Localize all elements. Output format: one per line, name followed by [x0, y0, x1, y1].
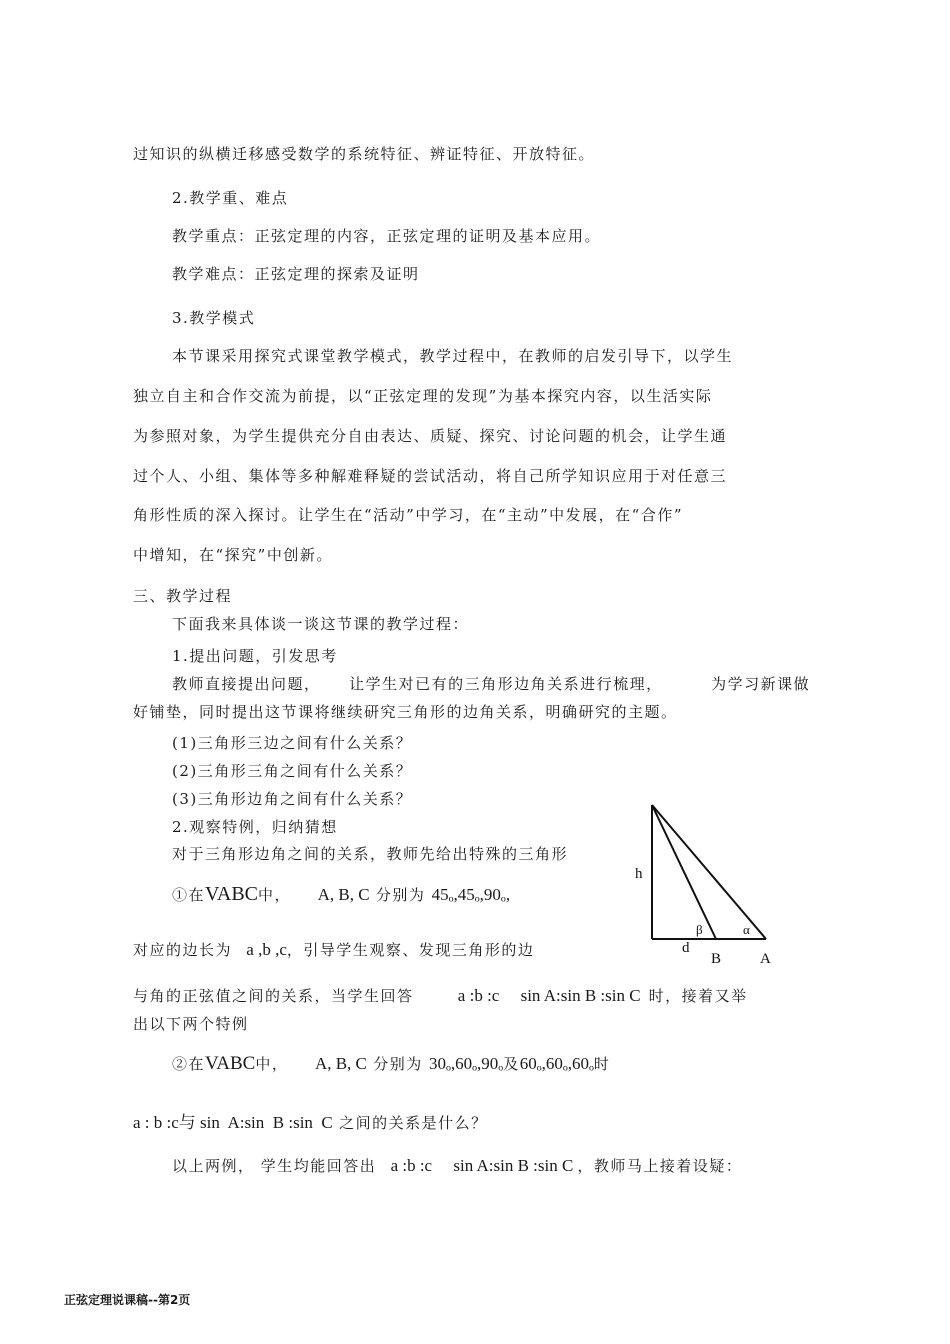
- paragraph-line: 教学难点：正弦定理的探索及证明: [172, 265, 420, 283]
- label-alpha: α: [743, 922, 750, 937]
- math-angles: A, B, C: [314, 1054, 367, 1073]
- paragraph-line: 下面我来具体谈一谈这节课的教学过程：: [172, 615, 470, 633]
- text-segment: 对应的边长为: [133, 941, 233, 959]
- paragraph-line: 对于三角形边角之间的关系，教师先给出特殊的三角形: [172, 845, 569, 863]
- paragraph-line: 中增知，在“探究”中创新。: [133, 546, 333, 564]
- text-segment: ①在: [172, 886, 206, 904]
- math-angles: A, B, C: [317, 885, 370, 904]
- label-d: d: [682, 940, 690, 956]
- triangle-figure: [620, 795, 790, 975]
- text-segment: 与角的正弦值之间的关系，当学生回答: [133, 987, 414, 1005]
- question-item: (2)三角形三角之间有什么关系？: [172, 762, 413, 780]
- math-expression: a :b :c sin A:sin B :sin C: [390, 1156, 574, 1175]
- paragraph-line: [133, 940, 534, 960]
- math-triangle: VABC: [205, 883, 259, 905]
- text-segment: ②在: [172, 1055, 206, 1073]
- paragraph-line: 独立自主和合作交流为前提，以“正弦定理的发现”为基本探究内容，以生活实际: [133, 387, 713, 405]
- section-heading: 1.提出问题，引发思考: [172, 647, 338, 665]
- chapter-heading: 三、教学过程: [133, 587, 233, 605]
- section-heading: 2.观察特例，归纳猜想: [172, 818, 338, 836]
- paragraph-line: 角形性质的深入探讨。让学生在“活动”中学习，在“主动”中发展，在“合作”: [133, 506, 684, 524]
- question-item: (1)三角形三边之间有什么关系？: [172, 734, 413, 752]
- text-segment: 中，: [255, 1055, 289, 1073]
- label-vertex-b: B: [711, 951, 722, 967]
- paragraph-line: [172, 1156, 742, 1176]
- question-item: (3)三角形边角之间有什么关系？: [172, 790, 413, 808]
- text-segment: ，引导学生观察、发现三角形的边: [286, 941, 535, 959]
- text-segment: 时，接着又举: [648, 987, 748, 1005]
- paragraph-line: [172, 674, 810, 694]
- math-expression: a : b :c与 sin A:sin B :sin C: [133, 1113, 333, 1132]
- hypotenuse-a: [652, 805, 766, 939]
- label-h: h: [635, 866, 643, 882]
- example-2-line: [172, 1054, 610, 1074]
- math-sides: a ,b ,c: [246, 940, 287, 959]
- label-vertex-a: A: [760, 951, 771, 967]
- text-segment: 之间的关系是什么？: [339, 1114, 488, 1132]
- text-segment: 为学习新课做: [711, 675, 811, 693]
- math-expression: a :b :c sin A:sin B :sin C: [457, 986, 641, 1005]
- text-segment: 以上两例， 学生均能回答出: [172, 1157, 377, 1175]
- paragraph-line: 教学重点：正弦定理的内容，正弦定理的证明及基本应用。: [172, 227, 602, 245]
- text-segment: ，教师马上接着设疑：: [577, 1157, 743, 1175]
- text-segment: 教师直接提出问题，: [172, 675, 321, 693]
- section-heading: 3.教学模式: [172, 309, 256, 327]
- hypotenuse-b: [652, 805, 716, 939]
- paragraph-line: 出以下两个特例: [133, 1015, 249, 1033]
- text-segment: 分别为: [373, 1055, 423, 1073]
- math-values: 60ₒ,60ₒ,60ₒ: [519, 1054, 594, 1073]
- paragraph-line: 为参照对象，为学生提供充分自由表达、质疑、探究、讨论问题的机会，让学生通: [133, 427, 728, 445]
- label-beta: β: [696, 922, 703, 937]
- math-triangle: VABC: [205, 1053, 256, 1074]
- text-segment: 及: [503, 1055, 520, 1073]
- paragraph-line: [133, 1113, 488, 1133]
- paragraph-line: 本节课采用探究式课堂教学模式，教学过程中，在教师的启发引导下，以学生: [172, 347, 734, 365]
- example-1-line: [172, 884, 510, 905]
- math-values: 30ₒ,60ₒ,90ₒ: [428, 1054, 504, 1073]
- section-heading: 2.教学重、难点: [172, 189, 289, 207]
- text-segment: 分别为: [375, 886, 426, 904]
- page-footer: 正弦定理说课稿--第2页: [64, 1293, 191, 1307]
- text-segment: 时: [593, 1055, 611, 1073]
- paragraph-line: [133, 986, 748, 1006]
- text-segment: 中，: [258, 886, 292, 904]
- paragraph-line: 好铺垫，同时提出这节课将继续研究三角形的边角关系，明确研究的主题。: [133, 703, 678, 721]
- paragraph-line: 过知识的纵横迁移感受数学的系统特征、辨证特征、开放特征。: [133, 145, 596, 163]
- text-segment: 让学生对已有的三角形边角关系进行梳理，: [349, 675, 663, 693]
- math-values: 45ₒ,45ₒ,90ₒ,: [431, 885, 511, 904]
- paragraph-line: 过个人、小组、集体等多种解难释疑的尝试活动，将自己所学知识应用于对任意三: [133, 467, 728, 485]
